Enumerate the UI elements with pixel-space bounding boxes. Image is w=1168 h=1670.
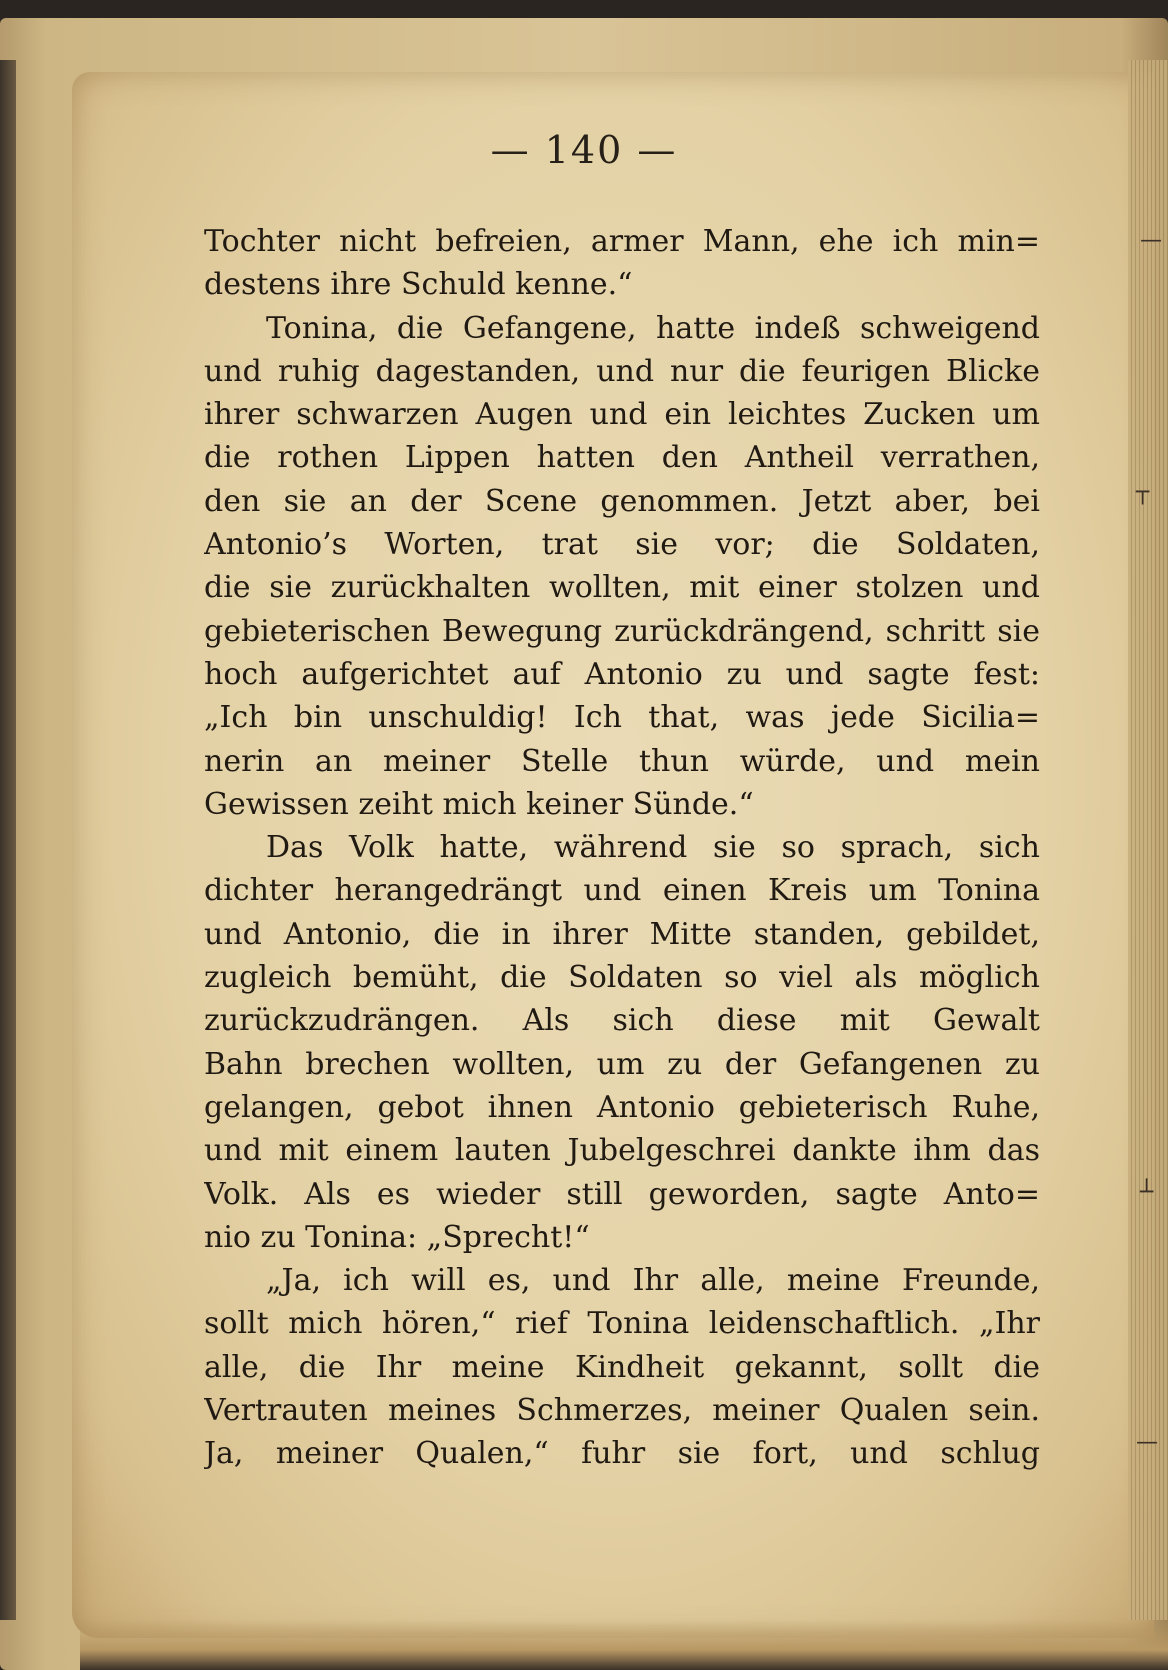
text-line: den sie an der Scene genommen. Jetzt aber, bei [204,483,1040,519]
text-line: „Ich bin unschuldig! Ich that, was jede Sicilia= [204,700,1040,736]
margin-mark: — [1136,1430,1158,1455]
text-line: alle, die Ihr meine Kindheit gekannt, sollt die [204,1349,1040,1385]
page-number: — 140 — [490,128,678,172]
text-line: die sie zurückhalten wollten, mit einer stolzen und [204,570,1040,606]
text-line: Bahn brechen wollten, um zu der Gefangenen zu [204,1046,1040,1082]
text-line: destens ihre Schuld kenne.“ [204,267,633,303]
body-text [204,220,1040,1476]
text-line: die rothen Lippen hatten den Antheil verrathen, [204,440,1040,476]
text-line: und mit einem lauten Jubelgeschrei dankte ihm das [204,1133,1040,1169]
text-line: zurückzudrängen. Als sich diese mit Gewalt [204,1003,1040,1039]
text-line: zugleich bemüht, die Soldaten so viel als möglich [204,960,1040,996]
text-line: Ja, meiner Qualen,“ fuhr sie fort, und schlug [204,1436,1040,1472]
text-line: hoch aufgerichtet auf Antonio zu und sagte fest: [204,656,1040,692]
text-line: dichter herangedrängt und einen Kreis um Tonina [204,873,1040,909]
text-line: Vertrauten meines Schmerzes, meiner Qualen sein. [204,1393,1040,1429]
text-line: nio zu Tonina: „Sprecht!“ [204,1219,590,1255]
page-edges [1128,60,1168,1620]
margin-mark: ┬ [1136,480,1150,505]
margin-mark: — [1140,228,1162,253]
text-line: sollt mich hören,“ rief Tonina leidenschaftlich. „Ihr [204,1306,1040,1342]
text-line: gebieterischen Bewegung zurückdrängend, schritt sie [204,613,1040,649]
text-line: Gewissen zeiht mich keiner Sünde.“ [204,786,754,822]
text-line: gelangen, gebot ihnen Antonio gebieterisch Ruhe, [204,1089,1040,1125]
text-line: Tochter nicht befreien, armer Mann, ehe ich min= [204,224,1040,259]
margin-mark: ┴ [1140,1180,1154,1205]
text-line: und Antonio, die in ihrer Mitte standen, gebildet, [204,916,1040,952]
text-line: Volk. Als es wieder still geworden, sagte Anto= [204,1176,1040,1212]
text-line: Tonina, die Gefangene, hatte indeß schweigend [266,310,1040,346]
text-line: nerin an meiner Stelle thun würde, und mein [204,743,1040,779]
text-line: und ruhig dagestanden, und nur die feurigen Blicke [204,353,1040,389]
book-gutter [0,60,16,1620]
worn-bottom-edge [80,1620,1168,1670]
text-line: Das Volk hatte, während sie so sprach, sich [266,830,1040,866]
text-line: Antonio’s Worten, trat sie vor; die Soldaten, [204,527,1040,563]
text-line: „Ja, ich will es, und Ihr alle, meine Freunde, [266,1263,1040,1299]
text-line: ihrer schwarzen Augen und ein leichtes Zucken um [204,397,1040,433]
